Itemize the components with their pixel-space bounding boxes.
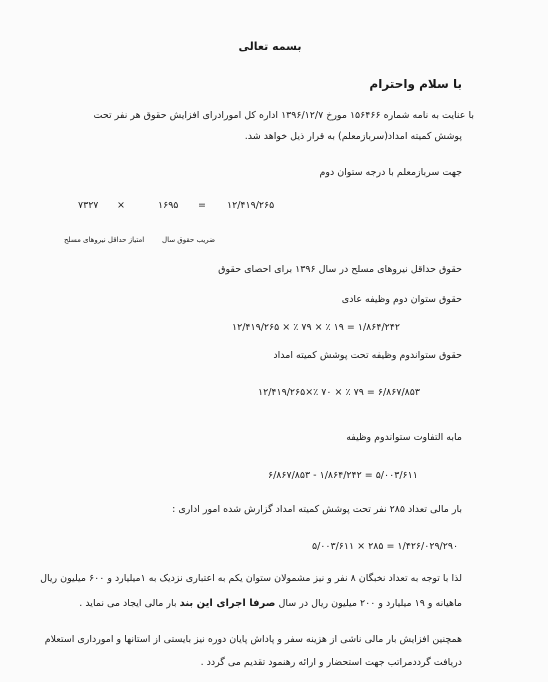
financial-heading: بار مالی تعداد ۲۸۵ نفر تحت پوشش کمیته امداد گزارش شده امور اداری : — [172, 504, 462, 515]
closing-line-1: همچنین افزایش بار مالی ناشی از هزینه سفر و پاداش پایان دوره نیز بایستی از استانها و امورداری استعلام — [44, 634, 462, 645]
conclusion-line-2 — [79, 598, 462, 610]
conclusion-emphasis: صرفا اجرای این بند — [179, 598, 276, 609]
formula1-times: × — [117, 200, 125, 211]
formula4: ۶/۸۶۷/۸۵۳ - ۱/۸۶۴/۲۴۲ = ۵/۰۰۳/۶۱۱ — [268, 470, 418, 481]
min-salary-heading: حقوق حداقل نیروهای مسلح در سال ۱۳۹۶ برای احصای حقوق — [218, 264, 462, 275]
conclusion-line-2-part2: بار مالی ایجاد می نماید . — [79, 598, 177, 609]
diff-heading: مابه التفاوت ستواندوم وظیفه — [346, 432, 462, 443]
covered-heading: حقوق ستواندوم وظیفه تحت پوشش کمیته امداد — [273, 350, 462, 361]
formula1-coef: ۱۶۹۵ — [158, 200, 179, 211]
closing-line-2: دریافت گرددمراتب جهت استحضار و ارائه رهنمود تقدیم می گردد . — [200, 657, 462, 668]
formula1-equals: = — [198, 200, 206, 211]
formula3: ۱۲/۴۱۹/۲۶۵×٪ ۷۰ × ٪ ۷۹ = ۶/۸۶۷/۸۵۳ — [258, 387, 420, 398]
conclusion-line-1: لذا با توجه به تعداد نخبگان ۸ نفر و نیز مشمولان ستوان یکم به اعتباری نزدیک به ۱میلیارد و ۶۰۰ میلیون ریال — [40, 573, 462, 584]
formula1-amount: ۱۲/۴۱۹/۲۶۵ — [227, 200, 275, 211]
formula2: ۱۲/۴۱۹/۲۶۵ × ٪ ۷۹ × ٪ ۱۹ = ۱/۸۶۴/۲۴۲ — [232, 322, 400, 333]
sarbaz-heading: جهت سربازمعلم با درجه ستوان دوم — [319, 167, 462, 178]
formula1-coef-label: ضریب حقوق سال — [162, 236, 216, 244]
formula5: ۵/۰۰۳/۶۱۱ × ۲۸۵ = ۱/۴۲۶/۰۲۹/۲۹۰ — [312, 541, 459, 552]
intro-line-2: پوشش کمیته امداد(سربازمعلم) به قرار ذیل خواهد شد. — [244, 131, 462, 142]
formula1-points-label: امتیاز حداقل نیروهای مسلح — [64, 236, 145, 244]
greeting: با سلام واحترام — [369, 77, 462, 91]
conclusion-line-2-part1: ماهیانه و ۱۹ میلیارد و ۲۰۰ میلیون ریال در سال — [278, 598, 462, 609]
intro-line-1: با عنایت به نامه شماره ۱۵۶۴۶۶ مورخ ۱۳۹۶/۱۲/۷ اداره کل امورادرای افزایش حقوق هر نفر تحت — [93, 110, 474, 121]
formula1-points: ۷۳۲۷ — [78, 200, 99, 211]
regular-heading: حقوق ستوان دوم وظیفه عادی — [341, 294, 462, 305]
document-heading: بسمه تعالی — [238, 40, 302, 53]
